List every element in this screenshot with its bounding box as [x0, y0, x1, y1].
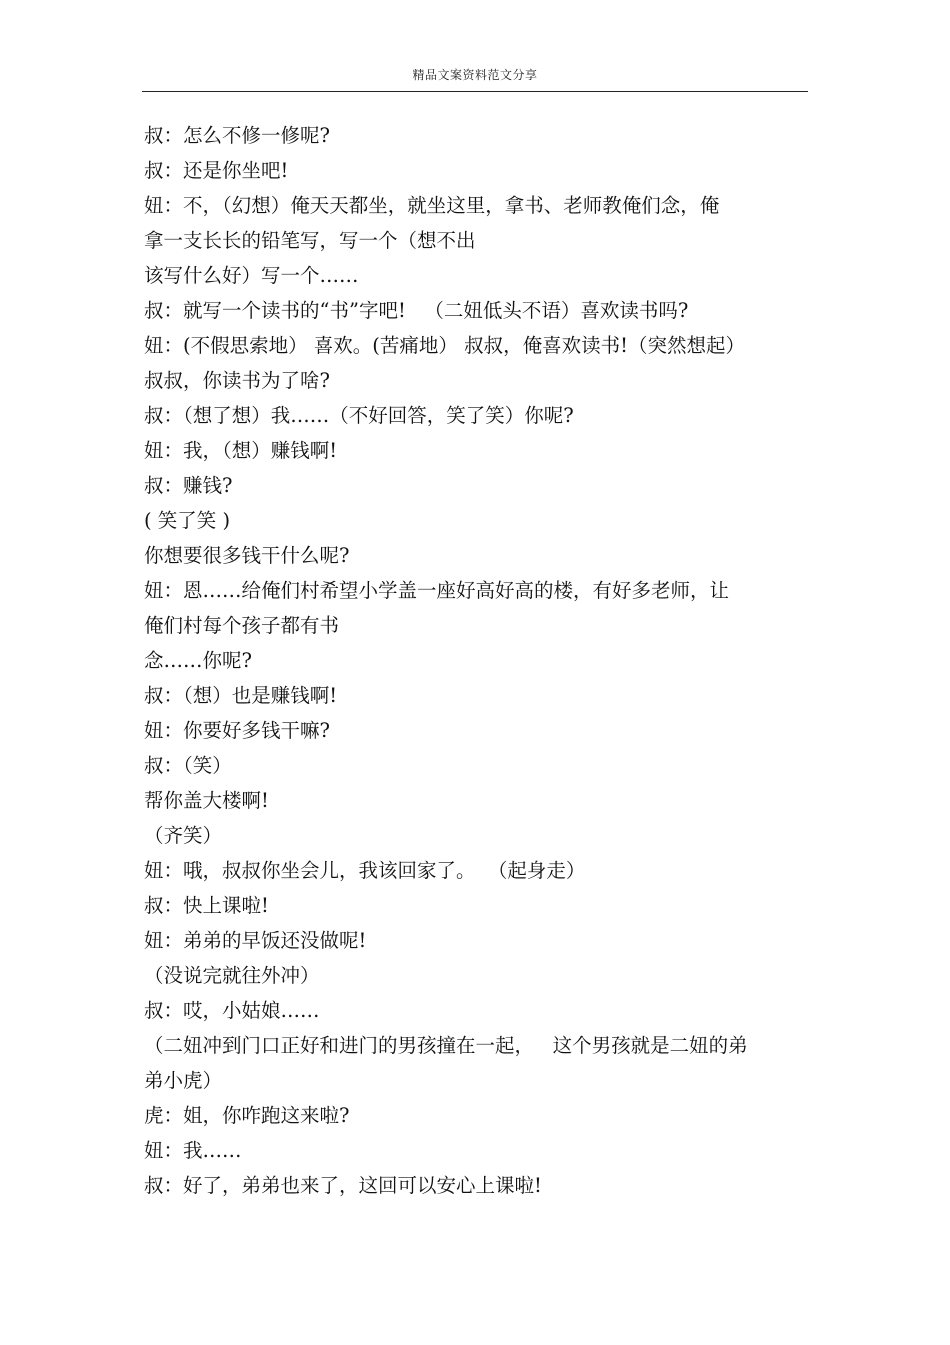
dialogue-line: 虎：姐，你咋跑这来啦?: [144, 1104, 350, 1127]
dialogue-line: 叔叔，你读书为了啥?: [144, 369, 330, 392]
header-divider: [142, 91, 808, 92]
dialogue-line: 妞：我……: [144, 1139, 242, 1162]
dialogue-line: 妞：(不假思索地） 喜欢。(苦痛地） 叔叔，俺喜欢读书!（突然想起）: [144, 334, 745, 357]
page-header: 精品文案资料范文分享: [412, 68, 538, 82]
dialogue-line: 妞：不，（幻想）俺天天都坐，就坐这里，拿书、老师教俺们念，俺: [144, 194, 720, 217]
stage-direction: ( 笑了笑 ): [144, 509, 231, 532]
stage-direction: （二妞冲到门口正好和进门的男孩撞在一起， 这个男孩就是二妞的弟: [144, 1034, 748, 1057]
dialogue-line: 拿一支长长的铅笔写，写一个（想不出: [144, 229, 476, 252]
script-body: [144, 118, 808, 1203]
stage-direction: （齐笑）: [144, 824, 223, 847]
dialogue-line: 帮你盖大楼啊!: [144, 789, 269, 812]
dialogue-line: 叔：就写一个读书的“书”字吧! （二妞低头不语）喜欢读书吗?: [144, 299, 689, 322]
dialogue-line: 叔：还是你坐吧!: [144, 159, 289, 182]
dialogue-line: 妞：弟弟的早饭还没做呢!: [144, 929, 367, 952]
dialogue-line: 妞：恩……给俺们村希望小学盖一座好高好高的楼，有好多老师，让: [144, 579, 730, 602]
dialogue-line: 念……你呢?: [144, 649, 252, 672]
dialogue-line: 叔：（想）也是赚钱啊!: [144, 684, 338, 707]
dialogue-line: 叔：哎，小姑娘……: [144, 999, 320, 1022]
dialogue-line: 妞：哦，叔叔你坐会儿，我该回家了。 （起身走）: [144, 859, 586, 882]
dialogue-line: 俺们村每个孩子都有书: [144, 614, 340, 637]
dialogue-line: 妞：我，（想）赚钱啊!: [144, 439, 338, 462]
dialogue-line: 你想要很多钱干什么呢?: [144, 544, 350, 567]
dialogue-line: 叔：快上课啦!: [144, 894, 269, 917]
dialogue-line: 该写什么好）写一个……: [144, 264, 359, 287]
stage-direction: 弟小虎）: [144, 1069, 223, 1092]
dialogue-line: 叔：赚钱?: [144, 474, 233, 497]
stage-direction: （没说完就往外冲）: [144, 964, 320, 987]
dialogue-line: 叔：好了，弟弟也来了，这回可以安心上课啦!: [144, 1174, 542, 1197]
dialogue-line: 叔：（想了想）我……（不好回答，笑了笑）你呢?: [144, 404, 574, 427]
dialogue-line: 妞：你要好多钱干嘛?: [144, 719, 330, 742]
dialogue-line: 叔：怎么不修一修呢?: [144, 124, 330, 147]
dialogue-line: 叔：（笑）: [144, 754, 232, 777]
